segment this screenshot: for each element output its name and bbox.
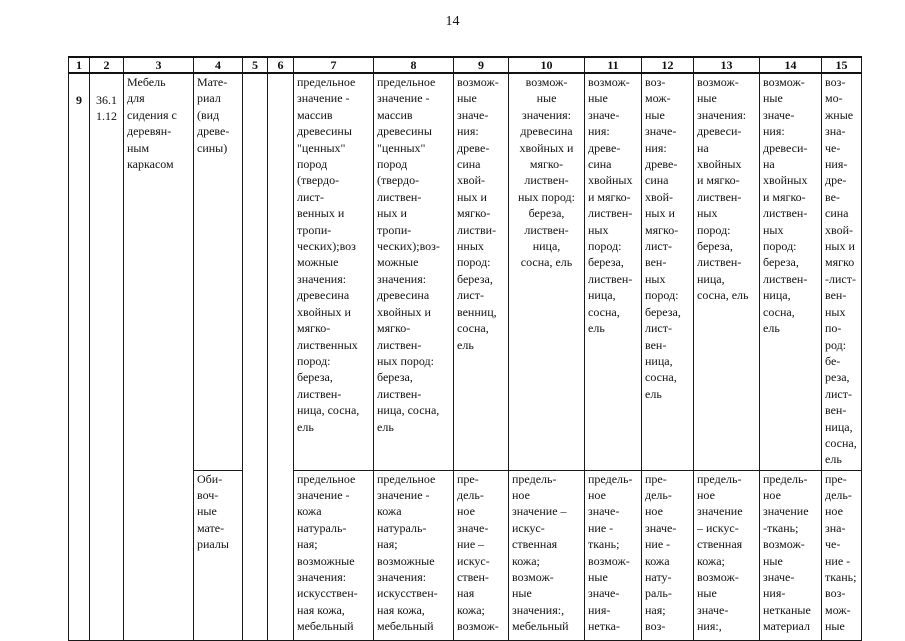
product-name: Мебель для сидения с деревян- ным каркасом — [124, 73, 194, 640]
column-number: 6 — [268, 57, 294, 73]
characteristic-value: предель- ное значение – искус- ственная кожа; возмож- ные значения:, мебельный — [509, 470, 585, 640]
column-number: 13 — [694, 57, 760, 73]
characteristic-value: воз- мож- ные значе- ния: древе- сина хвой- ных и мягко- лист- вен- ных пород: береза, лист- вен- ница, сосна, ель — [642, 73, 694, 470]
page-number: 14 — [445, 14, 460, 29]
column-number: 9 — [454, 57, 509, 73]
characteristic-value: пре- дель- ное значе- ние - кожа нату- раль- ная; воз- — [642, 470, 694, 640]
okpd-code: 36.1 1.12 — [90, 73, 124, 640]
characteristic-value: пре- дель- ное значе- ние – искус- ствен- ная кожа; возмож- — [454, 470, 509, 640]
characteristic-name: Оби- воч- ные мате- риалы — [194, 470, 243, 640]
characteristic-value: предельное значение - массив древесины "ценных" пород (твердо- листвен- ных и тропи- ческих);воз- можные значения: древесина хвойных и мягко- листвен- ных пород: березa, листвен- ница, сосна, ель — [374, 73, 454, 470]
characteristic-value: предель- ное значение -ткань; возмож- ные значе- ния- нетканые материал — [760, 470, 822, 640]
characteristic-value: пре- дель- ное зна- че- ние - ткань; воз- мож- ные — [822, 470, 862, 640]
characteristic-value: предельное значение - кожа натураль- ная; возможные значения: искусствен- ная кожа, мебельный — [294, 470, 374, 640]
table-row — [69, 73, 862, 470]
column-number: 1 — [69, 57, 90, 73]
characteristic-value: воз- мо- жные зна- че- ния- дре- ве- сина хвой- ных и мягко -лист- вен- ных по- род: бе- реза, лист- вен- ница, сосна, ель — [822, 73, 862, 470]
column-number: 2 — [90, 57, 124, 73]
characteristic-value: предельное значение - кожа натураль- ная; возможные значения: искусствен- ная кожа, мебельный — [374, 470, 454, 640]
characteristic-value: возмож- ные значе- ния: древе- сина хвой- ных и мягко- листви- нных пород: береза, лист- венниц, сосна, ель — [454, 73, 509, 470]
column-number: 8 — [374, 57, 454, 73]
empty-cell — [268, 73, 294, 640]
characteristic-value: предельное значение - массив древесины "ценных" пород (твердо- лист- венных и тропи- ческих);воз можные значения: древесина хвойных и мягко- лиственных пород: березa, листвен- ница, сосна, ель — [294, 73, 374, 470]
column-number: 11 — [585, 57, 642, 73]
characteristic-value: возмож- ные значения: древесина хвойных и мягко- листвен- ных пород: береза, листвен- ница, сосна, ель — [509, 73, 585, 470]
column-number-row — [69, 57, 862, 73]
empty-cell — [243, 73, 268, 640]
column-number: 4 — [194, 57, 243, 73]
characteristic-value: возмож- ные значе- ния: древе- сина хвойных и мягко- листвен- ных пород: береза, листвен- ница, сосна, ель — [585, 73, 642, 470]
characteristic-value: возмож- ные значе- ния: древеси- на хвойных и мягко- листвен- ных пород: береза, листвен- ница, сосна, ель — [760, 73, 822, 470]
column-number: 10 — [509, 57, 585, 73]
requirements-table — [68, 56, 862, 641]
column-number: 12 — [642, 57, 694, 73]
characteristic-value: возмож- ные значения: древеси- на хвойных и мягко- листвен- ных пород: береза, листвен- ница, сосна, ель — [694, 73, 760, 470]
column-number: 7 — [294, 57, 374, 73]
characteristic-value: предель- ное значе- ние - ткань; возмож- ные значе- ния- нетка- — [585, 470, 642, 640]
column-number: 14 — [760, 57, 822, 73]
column-number: 15 — [822, 57, 862, 73]
column-number: 3 — [124, 57, 194, 73]
characteristic-value: предель- ное значение – искус- ственная кожа; возмож- ные значе- ния:, — [694, 470, 760, 640]
column-number: 5 — [243, 57, 268, 73]
characteristic-name: Мате- риал (вид древе- сины) — [194, 73, 243, 470]
row-number: 9 — [69, 73, 90, 640]
